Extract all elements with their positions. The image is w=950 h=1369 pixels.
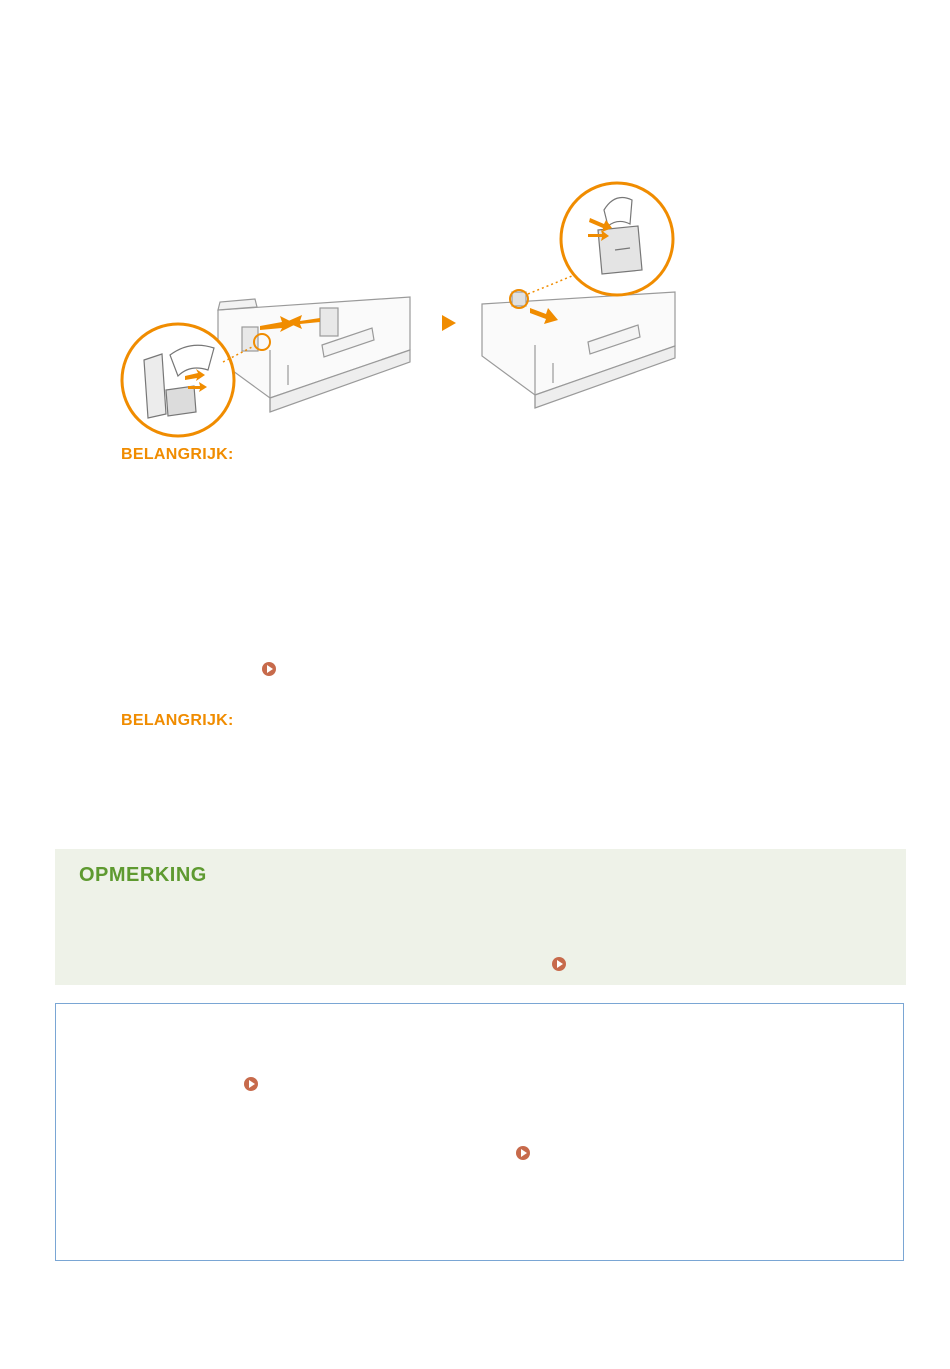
right-tray xyxy=(482,292,675,408)
link-arrow-icon[interactable] xyxy=(262,662,276,676)
note-link-arrow-icon[interactable] xyxy=(552,957,566,971)
left-tray xyxy=(218,297,410,412)
step-arrow-icon xyxy=(442,315,456,331)
tray-illustration xyxy=(110,180,690,450)
tray-illustration-svg xyxy=(110,180,690,450)
info-box xyxy=(55,1003,904,1261)
note-title: OPMERKING xyxy=(79,864,207,886)
info-link-arrow-icon-1[interactable] xyxy=(244,1077,258,1091)
left-zoom-circle xyxy=(122,324,234,436)
warning-heading-2: BELANGRIJK: xyxy=(121,712,234,729)
warning-heading: BELANGRIJK: xyxy=(121,446,234,463)
note-box xyxy=(55,849,906,985)
info-link-arrow-icon-2[interactable] xyxy=(516,1146,530,1160)
